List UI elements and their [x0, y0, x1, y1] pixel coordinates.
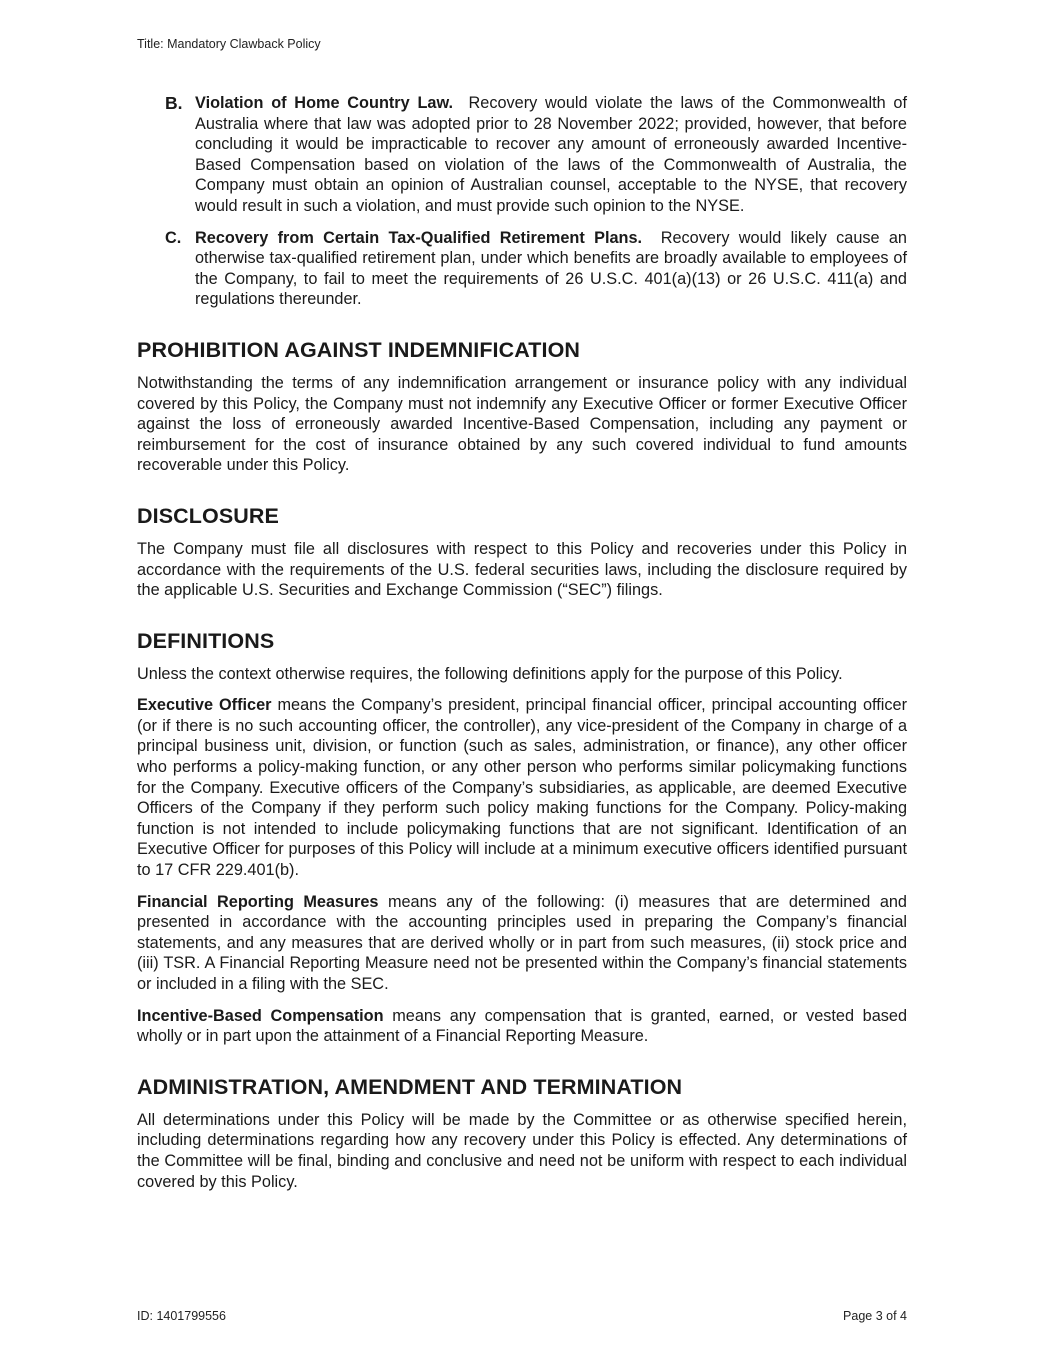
list-letter: B. [165, 93, 183, 113]
definition-financial-reporting-measures [137, 892, 907, 995]
list-letter: C. [165, 228, 182, 247]
definition-text: means the Company’s president, principal financial officer, principal accounting officer (or if there is no such accounting officer, the controller), any vice-president of the Company in charge of a principal business unit, division, or function (such as sales, administration, or finance), any other officer who performs a policy-making function, or any other person who performs similar policymaking functions for the Company. Executive officers of the Company’s subsidiaries, as applicable, are deemed Executive Officers of the Company if they perform such policy making functions for the Company. Policy-making function is not intended to include policymaking functions that are not significant. Identification of an Executive Officer for purposes of this Policy will include at a minimum executive officers identified pursuant to 17 CFR 229.401(b). [137, 696, 908, 880]
disclosure-paragraph: The Company must file all disclosures with respect to this Policy and recoveries under this Policy in accordance with the requirements of the U.S. federal securities laws, including the disclosure required by the applicable U.S. Securities and Exchange Commission (“SEC”) filings. [137, 539, 907, 600]
exception-term: Recovery from Certain Tax-Qualified Retirement Plans. [195, 228, 643, 247]
section-heading-prohibition: PROHIBITION AGAINST INDEMNIFICATION [137, 337, 581, 362]
prohibition-paragraph: Notwithstanding the terms of any indemnification arrangement or insurance policy with any individual covered by this Policy, the Company must not indemnify any Executive Officer or former Executive Officer against the loss of erroneously awarded Incentive-Based Compensation, including any payment or reimbursement for the cost of insurance obtained by any such covered individual to fund amounts recoverable under this Policy. [137, 373, 907, 475]
section-heading-disclosure: DISCLOSURE [137, 503, 279, 528]
document-id: ID: 1401799556 [137, 1309, 226, 1323]
definition-term: Executive Officer [137, 696, 272, 715]
exception-term: Violation of Home Country Law. [195, 94, 454, 112]
exception-text: Recovery would likely cause an otherwise tax-qualified retirement plan, under which benefits are broadly available to employees of the Company, to fail to meet the requirements of 26 U.S.C. 401(a)(13) or 26 U.S.C. 411(a) and regulations thereunder. [195, 228, 907, 309]
definition-incentive-based-compensation [137, 1006, 907, 1047]
administration-paragraph: All determinations under this Policy will be made by the Committee or as otherwise specified herein, including determinations regarding how any recovery under this Policy is effected. Any determinations of the Committee will be final, binding and conclusive and need not be uniform with respect to each individual covered by this Policy. [137, 1110, 907, 1191]
section-heading-definitions: DEFINITIONS [137, 628, 275, 653]
definitions-intro: Unless the context otherwise requires, the following definitions apply for the purpose of this Policy. [137, 664, 843, 683]
definition-text: means any of the following: (i) measures that are determined and presented in accordance with the accounting principles used in preparing the Company’s financial statements, and any measures that are derived wholly or in part from such measures, (ii) stock price and (iii) TSR. A Financial Reporting Measure need not be presented within the Company’s financial statements or included in a filing with the SEC. [137, 892, 907, 993]
page-number: Page 3 of 4 [843, 1309, 907, 1323]
document-header-title: Title: Mandatory Clawback Policy [137, 37, 321, 51]
definition-term: Financial Reporting Measures [137, 892, 379, 911]
exception-item-b [137, 93, 907, 217]
definition-text: means any compensation that is granted, earned, or vested based wholly or in part upon the attainment of a Financial Reporting Measure. [137, 1006, 908, 1046]
section-heading-administration: ADMINISTRATION, AMENDMENT AND TERMINATION [137, 1074, 683, 1099]
exception-text: Recovery would violate the laws of the Commonwealth of Australia where that law was adopted prior to 28 November 2022; provided, however, that before concluding it would be impracticable to recover any amount of erroneously awarded Incentive-Based Compensation based on violation of the laws of the Commonwealth of Australia, the Company must obtain an opinion of Australian counsel, acceptable to the NYSE, that recovery would result in such a violation, and must provide such opinion to the NYSE. [195, 94, 907, 215]
definition-term: Incentive-Based Compensation [137, 1006, 384, 1025]
exception-item-c [137, 228, 907, 310]
definition-executive-officer [137, 695, 907, 880]
document-body [137, 93, 907, 1203]
